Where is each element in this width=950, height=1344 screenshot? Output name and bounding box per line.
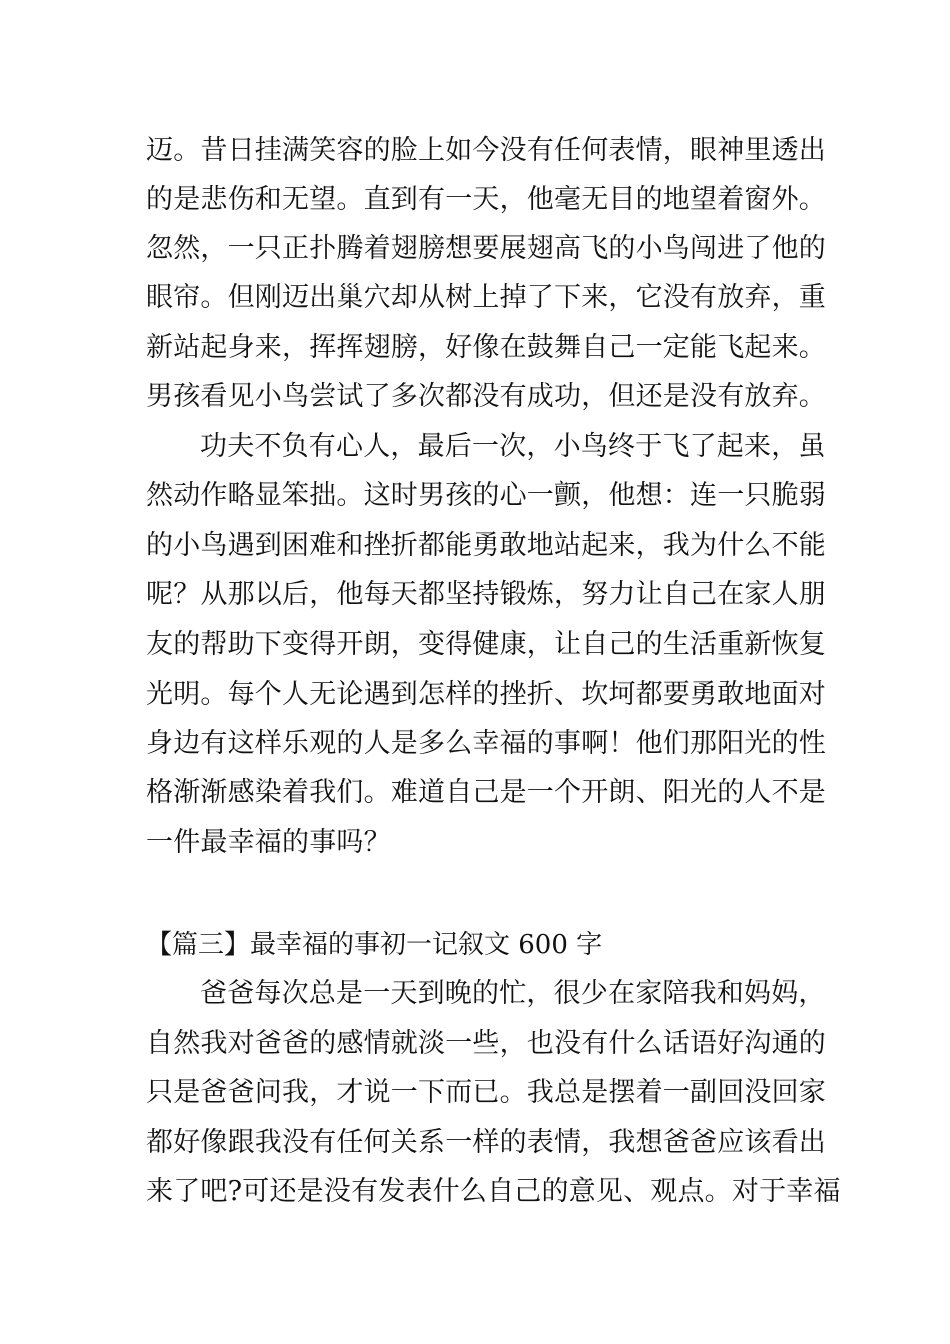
text-line: 来了吧?可还是没有发表什么自己的意见、观点。对于幸福 [146,1176,841,1207]
text-line: 光明。每个人无论遇到怎样的挫折、坎坷都要勇敢地面对 [146,679,826,710]
text-line: 眼帘。但刚迈出巢穴却从树上掉了下来，它没有放弃，重 [146,282,826,313]
text-line: 然动作略显笨拙。这时男孩的心一颤，他想：连一只脆弱 [146,480,826,511]
text-line: 男孩看见小鸟尝试了多次都没有成功，但还是没有放弃。 [146,381,826,412]
section-heading: 【篇三】最幸福的事初一记叙文 600 字 [146,930,603,960]
text-line: 功夫不负有心人，最后一次，小鸟终于飞了起来，虽 [200,431,826,462]
text-line: 爸爸每次总是一天到晚的忙，很少在家陪我和妈妈， [200,978,826,1009]
text-line: 的小鸟遇到困难和挫折都能勇敢地站起来，我为什么不能 [146,530,826,561]
text-line: 忽然，一只正扑腾着翅膀想要展翅高飞的小鸟闯进了他的 [146,233,826,264]
text-line: 格渐渐感染着我们。难道自己是一个开朗、阳光的人不是 [146,777,826,808]
text-line: 身边有这样乐观的人是多么幸福的事啊！他们那阳光的性 [146,728,826,759]
text-line: 新站起身来，挥挥翅膀，好像在鼓舞自己一定能飞起来。 [146,332,826,363]
text-line: 的是悲伤和无望。直到有一天，他毫无目的地望着窗外。 [146,184,826,215]
text-line: 都好像跟我没有任何关系一样的表情，我想爸爸应该看出 [146,1127,826,1158]
text-line: 迈。昔日挂满笑容的脸上如今没有任何表情，眼神里透出 [146,135,826,166]
text-line: 只是爸爸问我，才说一下而已。我总是摆着一副回没回家 [146,1077,826,1108]
text-line: 一件最幸福的事吗？ [146,827,391,858]
text-line: 友的帮助下变得开朗，变得健康，让自己的生活重新恢复 [146,629,826,660]
text-line: 呢？从那以后，他每天都坚持锻炼，努力让自己在家人朋 [146,579,826,610]
text-line: 自然我对爸爸的感情就淡一些，也没有什么话语好沟通的 [146,1028,826,1059]
